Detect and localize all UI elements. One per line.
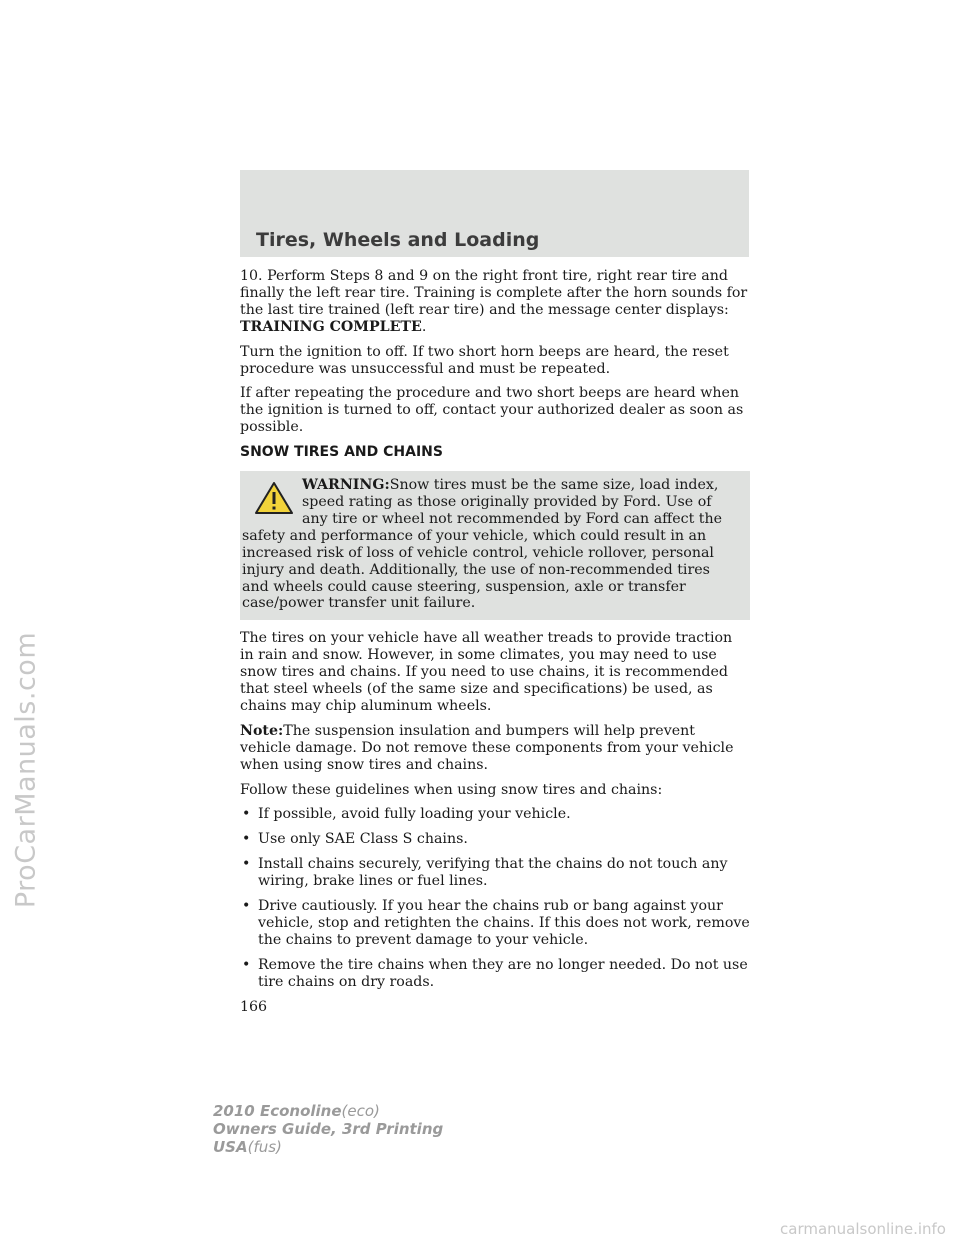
bullet-icon: • [242, 856, 251, 873]
list-item: • Drive cautiously. If you hear the chains rub or bang against your vehicle, stop and retighten the chains. If this does not work, remove the chains to prevent damage to your vehicle. [242, 898, 750, 948]
guidelines-list [240, 806, 750, 990]
list-item: • Remove the tire chains when they are no longer needed. Do not use tire chains on dry roads. [242, 956, 748, 990]
footer-guide: Owners Guide, 3rd Printing [213, 1120, 444, 1138]
footer-market-code: (fus) [247, 1138, 282, 1156]
guidelines-intro: Follow these guidelines when using snow tires and chains: [240, 781, 663, 798]
footer-model: 2010 Econoline [213, 1102, 342, 1120]
note-text: The suspension insulation and bumpers will help prevent vehicle damage. Do not remove these components from your vehicle when using snow tires and chains. [240, 722, 734, 773]
note-paragraph [240, 723, 750, 774]
bullet-icon: • [242, 806, 251, 823]
warning-label: WARNING: [302, 477, 390, 494]
side-watermark [4, 510, 48, 1030]
training-complete-label: TRAINING COMPLETE [240, 318, 422, 335]
bullet-icon: • [242, 956, 251, 973]
list-item: • Install chains securely, verifying that the chains do not touch any wiring, brake lines or fuel lines. [242, 856, 728, 890]
bullet-icon: • [242, 898, 251, 915]
warning-text-block [242, 477, 740, 612]
step-10-paragraph: 10. Perform Steps 8 and 9 on the right front tire, right rear tire and finally the left rear tire. Training is complete after the horn sounds for the last tire trained (left rear tire) and the message center displays: TRAINING COMPLETE. [240, 268, 748, 335]
note-label: Note: [240, 722, 284, 739]
section-heading: SNOW TIRES AND CHAINS [240, 444, 443, 461]
tires-paragraph: The tires on your vehicle have all weather treads to provide traction in rain and snow. However, in some climates, you may need to use snow tires and chains. If you need to use chains, it is recommended that steel wheels (of the same size and specifications) be used, as chains may chip aluminum wheels. [240, 630, 733, 714]
step-10-text: 10. Perform Steps 8 and 9 on the right front tire, right rear tire and finally the left rear tire. Training is complete after the horn sounds for the last tire trained (left rear tire) and the message center displays: [240, 268, 748, 318]
list-item: • Use only SAE Class S chains. [242, 831, 468, 848]
ignition-paragraph: Turn the ignition to off. If two short horn beeps are heard, the reset procedure was unsuccessful and must be repeated. [240, 343, 729, 377]
footer-model-code: (eco) [341, 1102, 380, 1120]
warning-text: Snow tires must be the same size, load index, speed rating as those originally provided by Ford. Use of any tire or wheel not recommended by Ford can affect the safety and performance of your vehicle, which could result in an increased risk of loss of vehicle control, vehicle rollover, personal injury and death. Additionally, the use of non-recommended tires and wheels could cause steering, suspension, axle or transfer case/power transfer unit failure. [242, 477, 723, 612]
document-footer [213, 1102, 443, 1156]
list-item: • If possible, avoid fully loading your vehicle. [242, 806, 571, 823]
warning-box [240, 471, 750, 620]
footer-market: USA [213, 1138, 248, 1156]
section-title: Tires, Wheels and Loading [256, 229, 540, 251]
page-number: 166 [240, 998, 268, 1015]
bullet-icon: • [242, 831, 251, 848]
section-header [240, 170, 749, 257]
side-watermark-text: ProCarManuals.com [10, 631, 42, 909]
warning-triangle-icon [254, 481, 294, 515]
bottom-watermark: carmanualsonline.info [780, 1220, 946, 1238]
repeat-paragraph: If after repeating the procedure and two short beeps are heard when the ignition is turned to off, contact your authorized dealer as soon as possible. [240, 385, 744, 436]
page-content [240, 268, 750, 1016]
